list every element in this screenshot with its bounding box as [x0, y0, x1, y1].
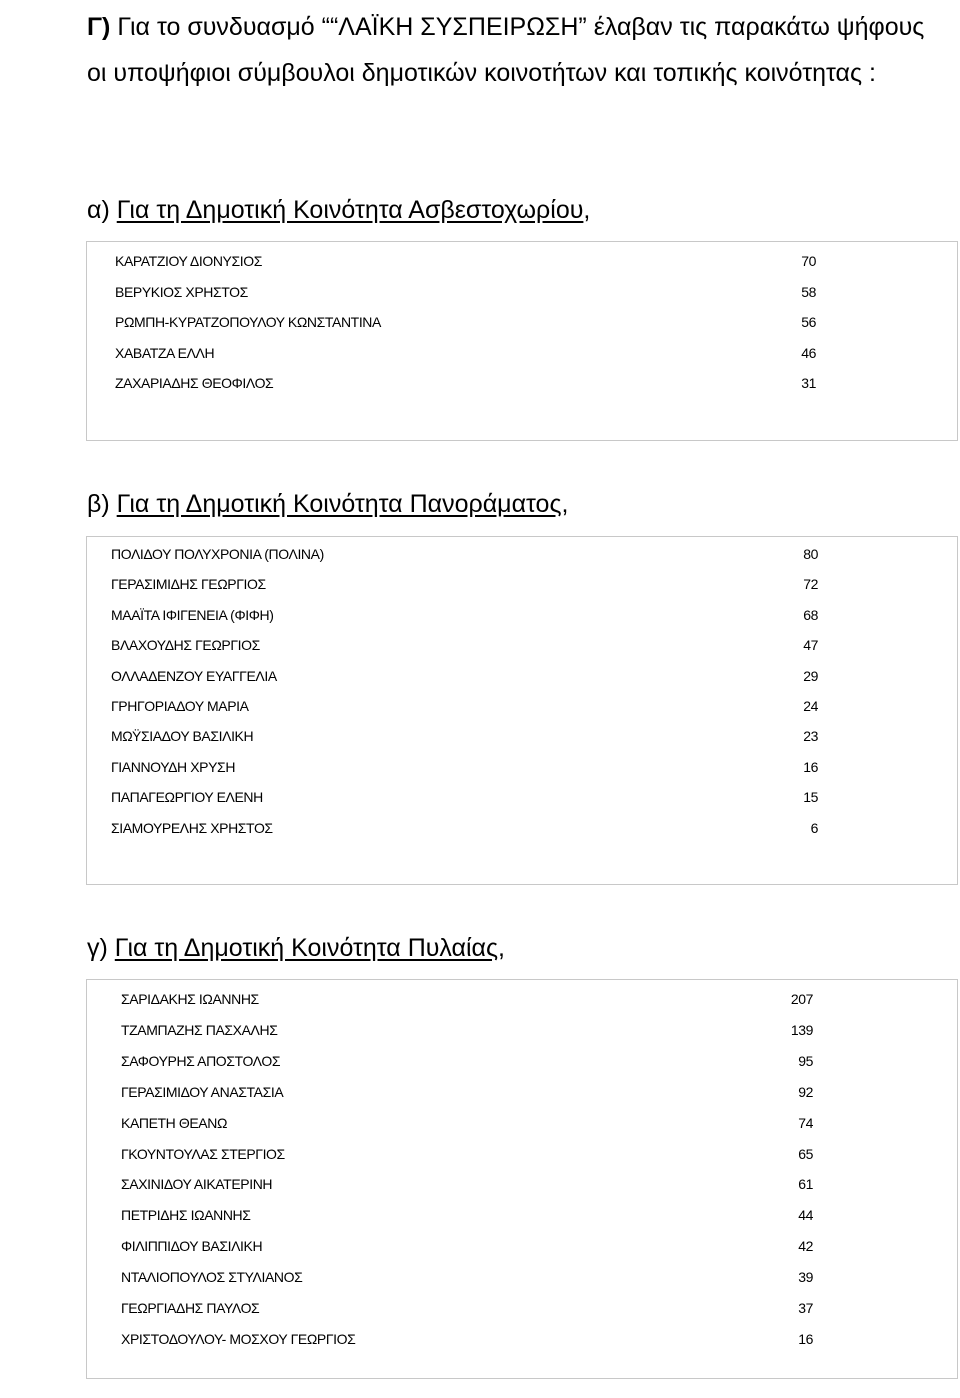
- section-heading: [87, 489, 568, 519]
- section-prefix: α): [87, 196, 110, 224]
- candidate-votes: 44: [798, 1207, 813, 1224]
- candidate-row: [111, 544, 818, 564]
- candidate-votes: 6: [810, 819, 818, 836]
- candidate-votes: 39: [798, 1269, 813, 1286]
- candidate-row: [115, 312, 816, 332]
- candidate-votes: 56: [801, 314, 816, 331]
- candidate-votes: 16: [803, 758, 818, 775]
- candidate-name: ΠΕΤΡΙΔΗΣ ΙΩΑΝΝΗΣ: [121, 1207, 251, 1224]
- candidate-name: ΠΑΠΑΓΕΩΡΓΙΟΥ ΕΛΕΝΗ: [111, 789, 263, 806]
- candidate-name: ΣΑΧΙΝΙΔΟΥ ΑΙΚΑΤΕΡΙΝΗ: [121, 1176, 273, 1193]
- intro-text: Για το συνδυασμό ““ΛΑΪΚΗ ΣΥΣΠΕΙΡΩΣΗ” έλαβαν τις παρακάτω ψήφους οι υποψήφιοι σύμβουλοι δημοτικών κοινοτήτων και τοπικής κοινότητας :: [87, 13, 925, 87]
- candidate-row: [121, 1298, 813, 1318]
- candidate-row: [121, 1174, 813, 1194]
- candidate-name: ΧΑΒΑΤΖΑ ΕΛΛΗ: [115, 344, 215, 361]
- candidate-row: [111, 726, 818, 746]
- candidate-name: ΖΑΧΑΡΙΑΔΗΣ ΘΕΟΦΙΛΟΣ: [115, 375, 274, 392]
- section-suffix: ,: [498, 934, 505, 962]
- candidate-row: [111, 666, 818, 686]
- candidate-name: ΓΕΩΡΓΙΑΔΗΣ ΠΑΥΛΟΣ: [121, 1300, 260, 1316]
- section-suffix: ,: [583, 196, 591, 224]
- candidate-name: ΧΡΙΣΤΟΔΟΥΛΟΥ- ΜΟΣΧΟΥ ΓΕΩΡΓΙΟΣ: [121, 1330, 356, 1347]
- candidate-row: [121, 1113, 813, 1133]
- candidate-votes: 207: [790, 991, 813, 1007]
- candidate-row: [115, 282, 816, 302]
- candidate-name: ΓΡΗΓΟΡΙΑΔΟΥ ΜΑΡΙΑ: [111, 698, 249, 714]
- candidate-name: ΒΛΑΧΟΥΔΗΣ ΓΕΩΡΓΙΟΣ: [111, 637, 260, 654]
- candidate-row: [111, 757, 818, 777]
- candidate-votes: 61: [798, 1176, 813, 1193]
- candidate-votes: 72: [803, 576, 818, 593]
- candidate-row: [121, 1329, 813, 1349]
- candidate-row: [111, 635, 818, 655]
- candidate-name: ΝΤΑΛΙΟΠΟΥΛΟΣ ΣΤΥΛΙΑΝΟΣ: [121, 1269, 303, 1286]
- candidate-votes: 65: [798, 1145, 813, 1162]
- candidate-name: ΣΑΦΟΥΡΗΣ ΑΠΟΣΤΟΛΟΣ: [121, 1052, 281, 1069]
- section-suffix: ,: [561, 490, 569, 518]
- candidate-name: ΜΩΫΣΙΑΔΟΥ ΒΑΣΙΛΙΚΗ: [111, 728, 254, 745]
- candidate-votes: 31: [801, 375, 816, 392]
- candidate-row: [111, 605, 818, 625]
- candidate-name: ΚΑΡΑΤΖΙΟΥ ΔΙΟΝΥΣΙΟΣ: [115, 253, 262, 269]
- candidate-row: [121, 1144, 813, 1164]
- candidate-row: [121, 1051, 813, 1071]
- candidate-name: ΓΕΡΑΣΙΜΙΔΗΣ ΓΕΩΡΓΙΟΣ: [111, 576, 266, 593]
- candidate-row: [111, 696, 818, 716]
- candidate-name: ΣΙΑΜΟΥΡΕΛΗΣ ΧΡΗΣΤΟΣ: [111, 819, 273, 836]
- candidate-name: ΠΟΛΙΔΟΥ ΠΟΛΥΧΡΟΝΙΑ (ΠΟΛΙΝΑ): [111, 546, 324, 562]
- candidate-votes: 37: [798, 1300, 813, 1316]
- candidate-name: ΡΩΜΠΗ-ΚΥΡΑΤΖΟΠΟΥΛΟΥ ΚΩΝΣΤΑΝΤΙΝΑ: [115, 314, 381, 331]
- candidate-name: ΤΖΑΜΠΑΖΗΣ ΠΑΣΧΑΛΗΣ: [121, 1021, 278, 1038]
- candidate-row: [111, 574, 818, 594]
- candidate-row: [111, 787, 818, 807]
- section-prefix: β): [87, 490, 110, 518]
- candidate-votes: 24: [803, 698, 818, 714]
- candidate-votes: 47: [803, 637, 818, 654]
- candidate-row: [121, 1020, 813, 1040]
- candidate-name: ΣΑΡΙΔΑΚΗΣ ΙΩΑΝΝΗΣ: [121, 991, 259, 1007]
- section-title: Για τη Δημοτική Κοινότητα Πανοράματος: [116, 490, 562, 518]
- section-heading: [87, 195, 590, 225]
- candidate-name: ΓΙΑΝΝΟΥΔΗ ΧΡΥΣΗ: [111, 758, 236, 775]
- candidate-row: [115, 373, 816, 393]
- candidate-name: ΓΕΡΑΣΙΜΙΔΟΥ ΑΝΑΣΤΑΣΙΑ: [121, 1083, 284, 1100]
- candidate-votes: 15: [803, 789, 818, 806]
- section-title: Για τη Δημοτική Κοινότητα Πυλαίας: [114, 934, 499, 962]
- candidate-votes: 74: [798, 1114, 813, 1131]
- candidate-name: ΓΚΟΥΝΤΟΥΛΑΣ ΣΤΕΡΓΙΟΣ: [121, 1145, 285, 1162]
- candidate-votes: 46: [801, 344, 816, 361]
- candidate-name: ΦΙΛΙΠΠΙΔΟΥ ΒΑΣΙΛΙΚΗ: [121, 1238, 263, 1255]
- candidate-votes: 92: [798, 1083, 813, 1100]
- candidate-row: [121, 1082, 813, 1102]
- candidate-votes: 95: [798, 1052, 813, 1069]
- candidate-row: [115, 343, 816, 363]
- candidate-name: ΜΑΑΪΤΑ ΙΦΙΓΕΝΕΙΑ (ΦΙΦΗ): [111, 606, 274, 623]
- candidate-votes: 16: [798, 1330, 813, 1347]
- candidate-name: ΟΛΛΑΔΕΝΖΟΥ ΕΥΑΓΓΕΛΙΑ: [111, 667, 277, 684]
- candidate-row: [121, 989, 813, 1009]
- candidate-votes: 29: [803, 667, 818, 684]
- candidate-table: [86, 241, 958, 441]
- section-heading: [87, 933, 505, 963]
- candidate-votes: 80: [803, 546, 818, 562]
- candidate-votes: 42: [798, 1238, 813, 1255]
- section-letter: Γ): [87, 13, 111, 41]
- candidate-name: ΚΑΠΕΤΗ ΘΕΑΝΩ: [121, 1114, 228, 1131]
- section-prefix: γ): [87, 934, 108, 962]
- candidate-votes: 70: [801, 253, 816, 269]
- candidate-votes: 23: [803, 728, 818, 745]
- intro-paragraph: [87, 4, 947, 96]
- candidate-row: [121, 1236, 813, 1256]
- candidate-row: [121, 1267, 813, 1287]
- candidate-votes: 58: [801, 283, 816, 300]
- candidate-votes: 68: [803, 606, 818, 623]
- candidate-name: ΒΕΡΥΚΙΟΣ ΧΡΗΣΤΟΣ: [115, 283, 248, 300]
- candidate-row: [121, 1205, 813, 1225]
- candidate-votes: 139: [790, 1021, 813, 1038]
- section-title: Για τη Δημοτική Κοινότητα Ασβεστοχωρίου: [116, 196, 584, 224]
- candidate-row: [111, 818, 818, 838]
- candidate-row: [115, 251, 816, 271]
